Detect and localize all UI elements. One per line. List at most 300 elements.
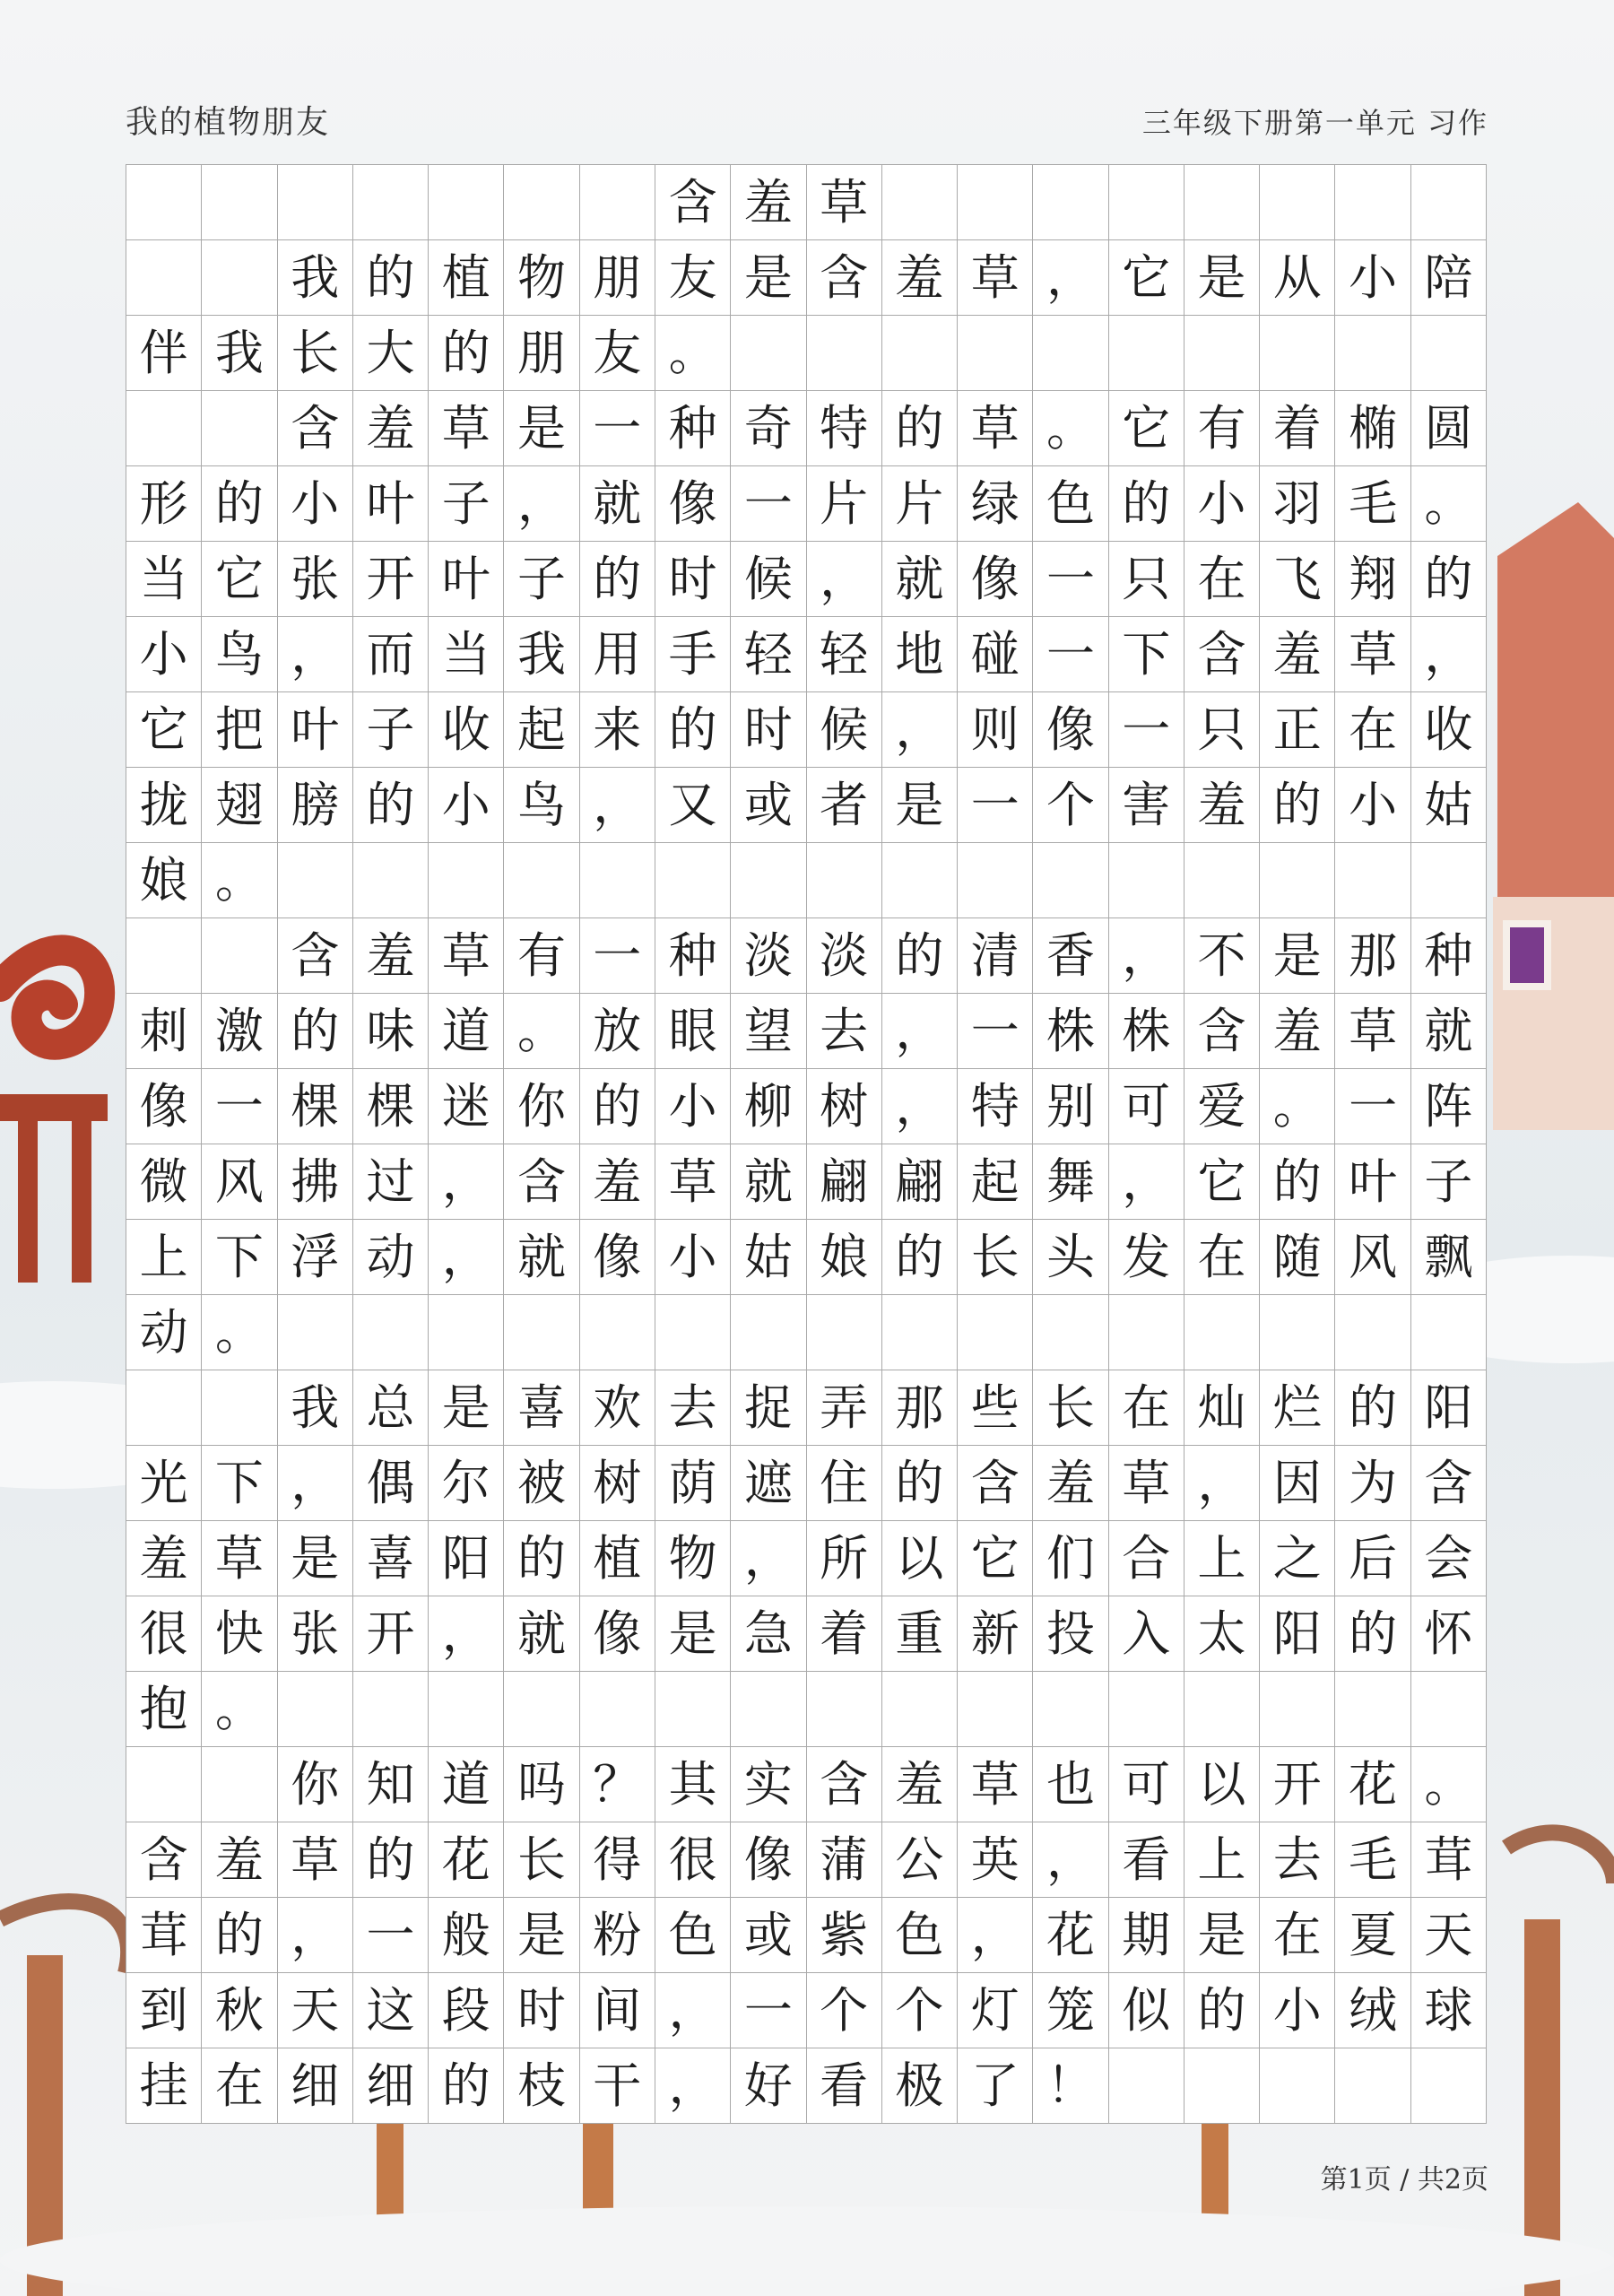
essay-char: 羞 bbox=[1260, 617, 1335, 692]
essay-char: 知 bbox=[353, 1747, 429, 1822]
essay-char: 草 bbox=[1109, 1446, 1184, 1521]
grid-cell bbox=[1109, 1295, 1184, 1370]
essay-char: 烂 bbox=[1260, 1370, 1335, 1446]
essay-char: 所 bbox=[807, 1521, 882, 1596]
essay-char: ， bbox=[504, 466, 579, 542]
essay-char: 花 bbox=[1335, 1747, 1410, 1822]
essay-char: 好 bbox=[731, 2048, 806, 2124]
essay-char: 一 bbox=[1335, 1069, 1410, 1144]
essay-char: 开 bbox=[1260, 1747, 1335, 1822]
essay-char: 眼 bbox=[655, 994, 731, 1069]
essay-char: 。 bbox=[655, 316, 731, 391]
essay-char: 树 bbox=[807, 1069, 882, 1144]
essay-char: 害 bbox=[1109, 768, 1184, 843]
grid-cell bbox=[1184, 1295, 1260, 1370]
essay-char: 的 bbox=[202, 466, 277, 542]
essay-char: 是 bbox=[882, 768, 958, 843]
essay-char: 的 bbox=[1260, 768, 1335, 843]
essay-char: 草 bbox=[958, 1747, 1033, 1822]
essay-char: 草 bbox=[655, 1144, 731, 1220]
essay-char: 淡 bbox=[731, 918, 806, 994]
grid-cell bbox=[1411, 316, 1487, 391]
grid-cell bbox=[504, 843, 579, 918]
essay-char: 干 bbox=[580, 2048, 655, 2124]
essay-char: ， bbox=[1033, 240, 1108, 316]
grid-cell bbox=[580, 165, 655, 240]
essay-char: 碰 bbox=[958, 617, 1033, 692]
essay-char: 的 bbox=[353, 1822, 429, 1898]
document-title: 我的植物朋友 bbox=[126, 104, 331, 141]
essay-char: 的 bbox=[429, 2048, 504, 2124]
essay-char: 偶 bbox=[353, 1446, 429, 1521]
essay-char: 友 bbox=[655, 240, 731, 316]
essay-char: 叶 bbox=[353, 466, 429, 542]
essay-char: 实 bbox=[731, 1747, 806, 1822]
essay-char: 放 bbox=[580, 994, 655, 1069]
essay-char: 伴 bbox=[126, 316, 202, 391]
essay-char: 时 bbox=[655, 542, 731, 617]
essay-char: 像 bbox=[580, 1220, 655, 1295]
essay-char: 收 bbox=[1411, 692, 1487, 768]
essay-char: 舞 bbox=[1033, 1144, 1108, 1220]
essay-char: 从 bbox=[1260, 240, 1335, 316]
essay-char: ， bbox=[429, 1144, 504, 1220]
essay-char: 尔 bbox=[429, 1446, 504, 1521]
essay-char: 荫 bbox=[655, 1446, 731, 1521]
grid-cell bbox=[1335, 316, 1410, 391]
essay-char: 入 bbox=[1109, 1596, 1184, 1672]
essay-char: 叶 bbox=[1335, 1144, 1410, 1220]
essay-char: 住 bbox=[807, 1446, 882, 1521]
essay-char: 长 bbox=[504, 1822, 579, 1898]
essay-char: 可 bbox=[1109, 1747, 1184, 1822]
essay-char: 过 bbox=[353, 1144, 429, 1220]
essay-char: 植 bbox=[580, 1521, 655, 1596]
grid-cell bbox=[958, 1672, 1033, 1747]
grid-cell bbox=[429, 1672, 504, 1747]
essay-char: 它 bbox=[1109, 240, 1184, 316]
essay-char: ， bbox=[1109, 1144, 1184, 1220]
grid-cell bbox=[504, 1295, 579, 1370]
essay-char: 含 bbox=[1184, 994, 1260, 1069]
grid-cell bbox=[1109, 1672, 1184, 1747]
essay-char: 长 bbox=[958, 1220, 1033, 1295]
essay-char: 发 bbox=[1109, 1220, 1184, 1295]
grid-cell bbox=[731, 1672, 806, 1747]
essay-char: 极 bbox=[882, 2048, 958, 2124]
essay-char: 娘 bbox=[126, 843, 202, 918]
essay-char: 爱 bbox=[1184, 1069, 1260, 1144]
essay-char: 草 bbox=[1335, 617, 1410, 692]
essay-char: 色 bbox=[882, 1898, 958, 1973]
essay-char: 般 bbox=[429, 1898, 504, 1973]
essay-char: 羞 bbox=[882, 1747, 958, 1822]
grid-cell bbox=[882, 843, 958, 918]
grid-cell bbox=[126, 918, 202, 994]
essay-char: 的 bbox=[580, 1069, 655, 1144]
grid-cell bbox=[1411, 1672, 1487, 1747]
essay-char: 道 bbox=[429, 1747, 504, 1822]
essay-char: 茸 bbox=[126, 1898, 202, 1973]
essay-char: 候 bbox=[731, 542, 806, 617]
essay-char: ， bbox=[1109, 918, 1184, 994]
essay-char: 花 bbox=[1033, 1898, 1108, 1973]
grid-cell bbox=[655, 1672, 731, 1747]
essay-char: 棵 bbox=[278, 1069, 353, 1144]
essay-char: 柳 bbox=[731, 1069, 806, 1144]
essay-char: 的 bbox=[1335, 1596, 1410, 1672]
essay-char: 淡 bbox=[807, 918, 882, 994]
essay-char: 香 bbox=[1033, 918, 1108, 994]
essay-char: 微 bbox=[126, 1144, 202, 1220]
essay-char: 特 bbox=[807, 391, 882, 466]
grid-cell bbox=[278, 1295, 353, 1370]
essay-char: 灿 bbox=[1184, 1370, 1260, 1446]
grid-cell bbox=[353, 1295, 429, 1370]
essay-char: 阵 bbox=[1411, 1069, 1487, 1144]
grid-cell bbox=[1033, 316, 1108, 391]
grid-cell bbox=[655, 843, 731, 918]
essay-char: 的 bbox=[1411, 542, 1487, 617]
essay-char: 用 bbox=[580, 617, 655, 692]
essay-char: 草 bbox=[202, 1521, 277, 1596]
unit-label: 三年级下册第一单元 习作 bbox=[1141, 106, 1488, 140]
essay-char: 因 bbox=[1260, 1446, 1335, 1521]
grid-cell bbox=[731, 316, 806, 391]
essay-char: 弄 bbox=[807, 1370, 882, 1446]
essay-char: 羞 bbox=[353, 391, 429, 466]
essay-char: 友 bbox=[580, 316, 655, 391]
grid-cell bbox=[1184, 2048, 1260, 2124]
essay-char: 在 bbox=[1184, 542, 1260, 617]
essay-char: 含 bbox=[126, 1822, 202, 1898]
essay-char: 的 bbox=[1184, 1973, 1260, 2048]
essay-char: 去 bbox=[807, 994, 882, 1069]
essay-char: 飞 bbox=[1260, 542, 1335, 617]
grid-cell bbox=[202, 1747, 277, 1822]
essay-char: 小 bbox=[1335, 240, 1410, 316]
essay-char: 一 bbox=[353, 1898, 429, 1973]
essay-char: 就 bbox=[882, 542, 958, 617]
essay-char: 一 bbox=[958, 768, 1033, 843]
grid-cell bbox=[731, 1295, 806, 1370]
essay-char: 含 bbox=[278, 391, 353, 466]
essay-char: 的 bbox=[1335, 1370, 1410, 1446]
essay-char: 或 bbox=[731, 1898, 806, 1973]
essay-char: 天 bbox=[1411, 1898, 1487, 1973]
essay-char: 似 bbox=[1109, 1973, 1184, 2048]
manuscript-grid bbox=[126, 164, 1487, 2124]
essay-char: 味 bbox=[353, 994, 429, 1069]
grid-cell bbox=[202, 165, 277, 240]
essay-char: 翩 bbox=[807, 1144, 882, 1220]
essay-char: ， bbox=[882, 1069, 958, 1144]
essay-char: 的 bbox=[1109, 466, 1184, 542]
essay-char: 在 bbox=[1184, 1220, 1260, 1295]
essay-char: 就 bbox=[731, 1144, 806, 1220]
essay-char: 欢 bbox=[580, 1370, 655, 1446]
grid-cell bbox=[353, 165, 429, 240]
essay-char: 的 bbox=[202, 1898, 277, 1973]
essay-char: 。 bbox=[504, 994, 579, 1069]
essay-char: 下 bbox=[202, 1446, 277, 1521]
essay-char: 种 bbox=[655, 918, 731, 994]
essay-char: 光 bbox=[126, 1446, 202, 1521]
essay-char: 一 bbox=[202, 1069, 277, 1144]
essay-char: 了 bbox=[958, 2048, 1033, 2124]
essay-char: 快 bbox=[202, 1596, 277, 1672]
grid-cell bbox=[580, 843, 655, 918]
grid-cell bbox=[202, 391, 277, 466]
grid-cell bbox=[807, 1672, 882, 1747]
essay-char: 喜 bbox=[504, 1370, 579, 1446]
essay-char: 像 bbox=[655, 466, 731, 542]
essay-char: 是 bbox=[731, 240, 806, 316]
essay-char: 椭 bbox=[1335, 391, 1410, 466]
essay-char: 棵 bbox=[353, 1069, 429, 1144]
essay-char: 时 bbox=[504, 1973, 579, 2048]
essay-char: 后 bbox=[1335, 1521, 1410, 1596]
essay-char: 有 bbox=[1184, 391, 1260, 466]
essay-char: ， bbox=[958, 1898, 1033, 1973]
grid-cell bbox=[731, 843, 806, 918]
essay-char: 起 bbox=[958, 1144, 1033, 1220]
grid-cell bbox=[353, 1672, 429, 1747]
essay-char: 是 bbox=[278, 1521, 353, 1596]
essay-char: 拢 bbox=[126, 768, 202, 843]
grid-cell bbox=[958, 1295, 1033, 1370]
grid-cell bbox=[580, 1295, 655, 1370]
essay-char: 它 bbox=[958, 1521, 1033, 1596]
grid-cell bbox=[1109, 843, 1184, 918]
essay-char: 一 bbox=[580, 918, 655, 994]
essay-char: 。 bbox=[1411, 1747, 1487, 1822]
title-char: 含 bbox=[655, 165, 731, 240]
grid-cell bbox=[1260, 165, 1335, 240]
essay-char: 一 bbox=[580, 391, 655, 466]
essay-char: 长 bbox=[278, 316, 353, 391]
essay-char: 草 bbox=[278, 1822, 353, 1898]
essay-char: 叶 bbox=[278, 692, 353, 768]
grid-cell bbox=[126, 1370, 202, 1446]
essay-char: 紫 bbox=[807, 1898, 882, 1973]
essay-char: 小 bbox=[655, 1220, 731, 1295]
essay-char: ！ bbox=[1033, 2048, 1108, 2124]
grid-cell bbox=[1260, 843, 1335, 918]
essay-char: ， bbox=[278, 1898, 353, 1973]
essay-char: 去 bbox=[1260, 1822, 1335, 1898]
essay-char: 到 bbox=[126, 1973, 202, 2048]
essay-char: 的 bbox=[353, 768, 429, 843]
grid-cell bbox=[958, 843, 1033, 918]
grid-cell bbox=[202, 1370, 277, 1446]
grid-cell bbox=[807, 316, 882, 391]
essay-char: 小 bbox=[429, 768, 504, 843]
grid-cell bbox=[1260, 1672, 1335, 1747]
essay-char: 动 bbox=[126, 1295, 202, 1370]
essay-char: 拂 bbox=[278, 1144, 353, 1220]
essay-char: 上 bbox=[126, 1220, 202, 1295]
grid-cell bbox=[882, 1672, 958, 1747]
grid-cell bbox=[1335, 1295, 1410, 1370]
essay-char: 。 bbox=[202, 843, 277, 918]
grid-cell bbox=[429, 843, 504, 918]
essay-char: 遮 bbox=[731, 1446, 806, 1521]
essay-char: 被 bbox=[504, 1446, 579, 1521]
essay-char: ， bbox=[1184, 1446, 1260, 1521]
grid-cell bbox=[807, 1295, 882, 1370]
essay-char: 。 bbox=[202, 1295, 277, 1370]
essay-char: 一 bbox=[958, 994, 1033, 1069]
essay-char: 物 bbox=[655, 1521, 731, 1596]
essay-char: 特 bbox=[958, 1069, 1033, 1144]
title-char: 草 bbox=[807, 165, 882, 240]
essay-char: 望 bbox=[731, 994, 806, 1069]
essay-char: 当 bbox=[126, 542, 202, 617]
essay-char: 去 bbox=[655, 1370, 731, 1446]
essay-char: 阳 bbox=[429, 1521, 504, 1596]
grid-cell bbox=[1033, 165, 1108, 240]
grid-cell bbox=[1109, 165, 1184, 240]
essay-char: 会 bbox=[1411, 1521, 1487, 1596]
essay-char: ， bbox=[1411, 617, 1487, 692]
essay-char: 草 bbox=[958, 240, 1033, 316]
essay-char: ， bbox=[655, 2048, 731, 2124]
essay-char: ， bbox=[278, 617, 353, 692]
grid-cell bbox=[126, 391, 202, 466]
essay-char: 长 bbox=[1033, 1370, 1108, 1446]
essay-char: 羞 bbox=[1033, 1446, 1108, 1521]
essay-char: 段 bbox=[429, 1973, 504, 2048]
grid-cell bbox=[882, 165, 958, 240]
grid-cell bbox=[1184, 165, 1260, 240]
essay-char: 细 bbox=[278, 2048, 353, 2124]
essay-char: 小 bbox=[1184, 466, 1260, 542]
essay-char: 含 bbox=[807, 240, 882, 316]
grid-cell bbox=[1033, 1295, 1108, 1370]
essay-char: 的 bbox=[655, 692, 731, 768]
essay-char: 我 bbox=[504, 617, 579, 692]
essay-char: 挂 bbox=[126, 2048, 202, 2124]
essay-char: 把 bbox=[202, 692, 277, 768]
essay-char: 着 bbox=[807, 1596, 882, 1672]
title-char: 羞 bbox=[731, 165, 806, 240]
essay-char: 飘 bbox=[1411, 1220, 1487, 1295]
essay-char: 轻 bbox=[807, 617, 882, 692]
grid-cell bbox=[1411, 1295, 1487, 1370]
essay-char: 。 bbox=[1033, 391, 1108, 466]
essay-char: 毛 bbox=[1335, 1822, 1410, 1898]
grid-cell bbox=[1033, 843, 1108, 918]
essay-char: 我 bbox=[278, 240, 353, 316]
essay-char: 我 bbox=[278, 1370, 353, 1446]
essay-char: 期 bbox=[1109, 1898, 1184, 1973]
essay-char: ， bbox=[429, 1220, 504, 1295]
grid-cell bbox=[353, 843, 429, 918]
essay-char: 风 bbox=[202, 1144, 277, 1220]
essay-char: 捉 bbox=[731, 1370, 806, 1446]
essay-char: 轻 bbox=[731, 617, 806, 692]
page-indicator: 第1页 / 共2页 bbox=[1320, 2164, 1488, 2196]
essay-char: 地 bbox=[882, 617, 958, 692]
essay-char: 含 bbox=[504, 1144, 579, 1220]
essay-char: 激 bbox=[202, 994, 277, 1069]
essay-char: 它 bbox=[202, 542, 277, 617]
essay-char: 天 bbox=[278, 1973, 353, 2048]
grid-cell bbox=[1335, 1672, 1410, 1747]
essay-char: ， bbox=[882, 994, 958, 1069]
essay-char: ， bbox=[731, 1521, 806, 1596]
essay-char: 些 bbox=[958, 1370, 1033, 1446]
grid-cell bbox=[504, 165, 579, 240]
essay-char: 收 bbox=[429, 692, 504, 768]
essay-char: 总 bbox=[353, 1370, 429, 1446]
essay-char: 得 bbox=[580, 1822, 655, 1898]
essay-char: 浮 bbox=[278, 1220, 353, 1295]
grid-cell bbox=[1335, 843, 1410, 918]
essay-char: 株 bbox=[1033, 994, 1108, 1069]
essay-char: 以 bbox=[882, 1521, 958, 1596]
essay-char: ， bbox=[655, 1973, 731, 2048]
essay-char: 这 bbox=[353, 1973, 429, 2048]
essay-char: 正 bbox=[1260, 692, 1335, 768]
essay-char: 笼 bbox=[1033, 1973, 1108, 2048]
essay-char: 羞 bbox=[882, 240, 958, 316]
essay-char: 投 bbox=[1033, 1596, 1108, 1672]
essay-char: 当 bbox=[429, 617, 504, 692]
essay-char: 我 bbox=[202, 316, 277, 391]
essay-char: 是 bbox=[1260, 918, 1335, 994]
essay-char: 的 bbox=[353, 240, 429, 316]
essay-char: 就 bbox=[580, 466, 655, 542]
essay-char: 子 bbox=[1411, 1144, 1487, 1220]
essay-char: 羞 bbox=[1260, 994, 1335, 1069]
essay-char: 色 bbox=[1033, 466, 1108, 542]
essay-char: ， bbox=[429, 1596, 504, 1672]
essay-char: 又 bbox=[655, 768, 731, 843]
grid-cell bbox=[278, 165, 353, 240]
essay-char: 很 bbox=[126, 1596, 202, 1672]
essay-char: 含 bbox=[807, 1747, 882, 1822]
essay-char: 绿 bbox=[958, 466, 1033, 542]
essay-char: 小 bbox=[1335, 768, 1410, 843]
grid-cell bbox=[429, 1295, 504, 1370]
grid-cell bbox=[958, 316, 1033, 391]
essay-char: 随 bbox=[1260, 1220, 1335, 1295]
essay-char: 小 bbox=[655, 1069, 731, 1144]
essay-char: 上 bbox=[1184, 1521, 1260, 1596]
grid-cell bbox=[126, 165, 202, 240]
essay-char: 一 bbox=[1033, 542, 1108, 617]
essay-char: 羞 bbox=[580, 1144, 655, 1220]
essay-char: 的 bbox=[882, 918, 958, 994]
essay-char: 在 bbox=[1109, 1370, 1184, 1446]
grid-cell bbox=[126, 1747, 202, 1822]
essay-char: 其 bbox=[655, 1747, 731, 1822]
essay-char: 含 bbox=[1184, 617, 1260, 692]
essay-char: 草 bbox=[958, 391, 1033, 466]
essay-char: 翩 bbox=[882, 1144, 958, 1220]
essay-char: 张 bbox=[278, 1596, 353, 1672]
essay-char: 那 bbox=[882, 1370, 958, 1446]
essay-char: 草 bbox=[1335, 994, 1410, 1069]
essay-char: 子 bbox=[429, 466, 504, 542]
essay-char: 上 bbox=[1184, 1822, 1260, 1898]
essay-char: ， bbox=[807, 542, 882, 617]
essay-char: 而 bbox=[353, 617, 429, 692]
essay-char: 草 bbox=[429, 918, 504, 994]
grid-cell bbox=[882, 316, 958, 391]
